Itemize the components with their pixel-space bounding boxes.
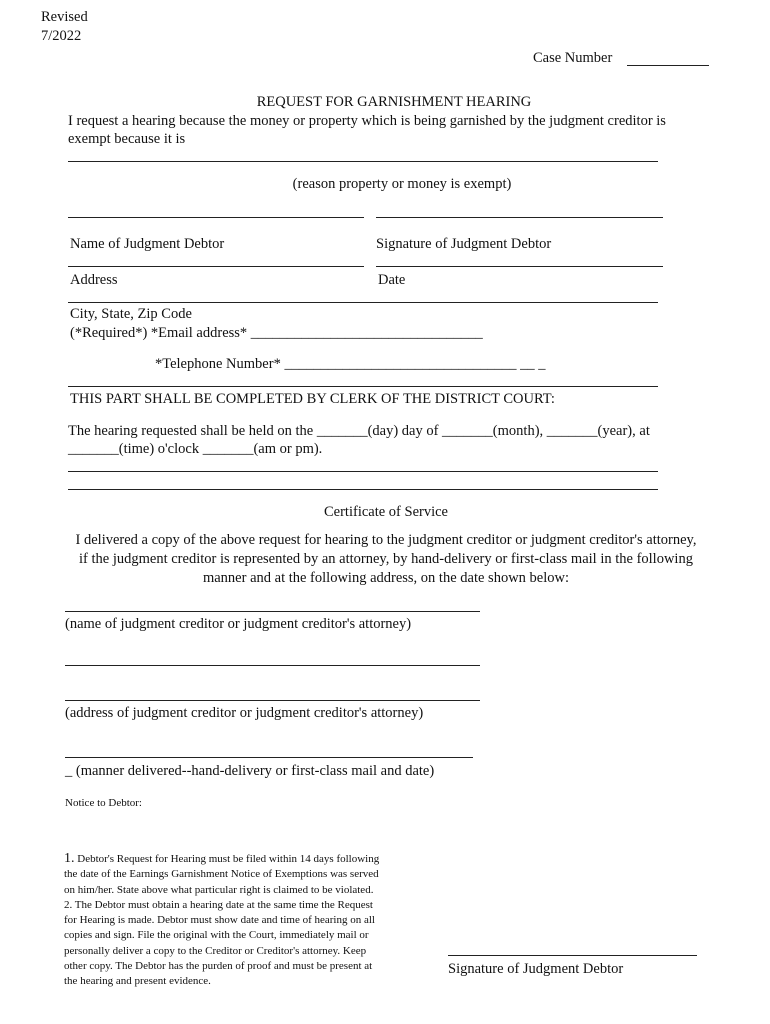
case-number-field[interactable] bbox=[627, 65, 709, 66]
certificate-title: Certificate of Service bbox=[324, 504, 448, 520]
notice-line: personally deliver a copy to the Creditor or Creditor's attorney. Keep bbox=[64, 944, 367, 957]
debtor-name-field[interactable] bbox=[68, 217, 364, 218]
creditor-address-field-2[interactable] bbox=[65, 700, 480, 701]
section-divider bbox=[68, 386, 658, 387]
clerk-notes-field-2[interactable] bbox=[68, 489, 658, 490]
notice-line: the hearing and present evidence. bbox=[64, 975, 211, 988]
manner-delivered-caption: _ (manner delivered--hand-delivery or first-class mail and date) bbox=[65, 763, 435, 779]
date-label: Date bbox=[378, 272, 406, 288]
notice-list bbox=[64, 851, 444, 990]
notice-line: 1. Debtor's Request for Hearing must be filed within 14 days following bbox=[64, 851, 380, 866]
page-title: REQUEST FOR GARNISHMENT HEARING bbox=[256, 94, 532, 110]
notice-line: on him/her. State above what particular right is claimed to be violated. bbox=[64, 883, 374, 896]
creditor-name-caption: (name of judgment creditor or judgment creditor's attorney) bbox=[65, 616, 412, 632]
notice-line: 2. The Debtor must obtain a hearing date at the same time the Request bbox=[64, 898, 373, 911]
revised-label: Revised bbox=[41, 9, 88, 25]
reason-field[interactable] bbox=[68, 161, 658, 162]
clerk-notes-field-1[interactable] bbox=[68, 471, 658, 472]
creditor-name-field[interactable] bbox=[65, 611, 480, 612]
hearing-schedule-line1[interactable]: The hearing requested shall be held on the _______(day) day of _______(month), _______(year), at bbox=[68, 423, 650, 439]
certificate-text-line1: I delivered a copy of the above request for hearing to the judgment creditor or judgment creditor's attorney, bbox=[75, 532, 697, 548]
notice-heading: Notice to Debtor: bbox=[65, 797, 142, 809]
manner-delivered-field[interactable] bbox=[65, 757, 473, 758]
intro-text-line2: exempt because it is bbox=[68, 131, 186, 147]
reason-caption: (reason property or money is exempt) bbox=[292, 176, 512, 192]
address-field[interactable] bbox=[68, 266, 364, 267]
notice-line: copies and sign. File the original with the Court, immediately mail or bbox=[64, 929, 369, 942]
debtor-signature-field[interactable] bbox=[376, 217, 663, 218]
notice-line: the date of the Earnings Garnishment Notice of Exemptions was served bbox=[64, 868, 379, 881]
notice-line: other copy. The Debtor has the purden of proof and must be present at bbox=[64, 960, 373, 973]
creditor-address-caption: (address of judgment creditor or judgment creditor's attorney) bbox=[65, 705, 424, 721]
debtor-signature-label: Signature of Judgment Debtor bbox=[376, 236, 552, 252]
notice-number-1: 1. bbox=[64, 851, 75, 866]
hearing-schedule-line2[interactable]: _______(time) o'clock _______(am or pm). bbox=[68, 441, 323, 457]
notice-line: for Hearing is made. Debtor must show date and time of hearing on all bbox=[64, 914, 375, 927]
certificate-text-line3: manner and at the following address, on the date shown below: bbox=[202, 570, 570, 586]
creditor-address-field-1[interactable] bbox=[65, 665, 480, 666]
revised-date: 7/2022 bbox=[41, 28, 82, 44]
email-field-line[interactable]: (*Required*) *Email address* ________________________________ bbox=[70, 325, 483, 341]
address-label: Address bbox=[70, 272, 118, 288]
footer-signature-field[interactable] bbox=[448, 955, 697, 956]
certificate-text-line2: if the judgment creditor is represented by an attorney, by hand-delivery or first-class mail in the following bbox=[79, 551, 693, 567]
city-state-zip-field[interactable] bbox=[68, 302, 658, 303]
footer-signature-label: Signature of Judgment Debtor bbox=[448, 961, 624, 977]
telephone-field-line[interactable]: *Telephone Number* ________________________________ __ _ bbox=[155, 356, 546, 372]
date-field[interactable] bbox=[376, 266, 663, 267]
debtor-name-label: Name of Judgment Debtor bbox=[70, 236, 225, 252]
city-state-zip-label: City, State, Zip Code bbox=[70, 306, 192, 322]
intro-text-line1: I request a hearing because the money or property which is being garnished by the judgment creditor is bbox=[68, 113, 666, 129]
case-number-label: Case Number bbox=[533, 50, 613, 66]
clerk-heading: THIS PART SHALL BE COMPLETED BY CLERK OF THE DISTRICT COURT: bbox=[70, 391, 555, 407]
